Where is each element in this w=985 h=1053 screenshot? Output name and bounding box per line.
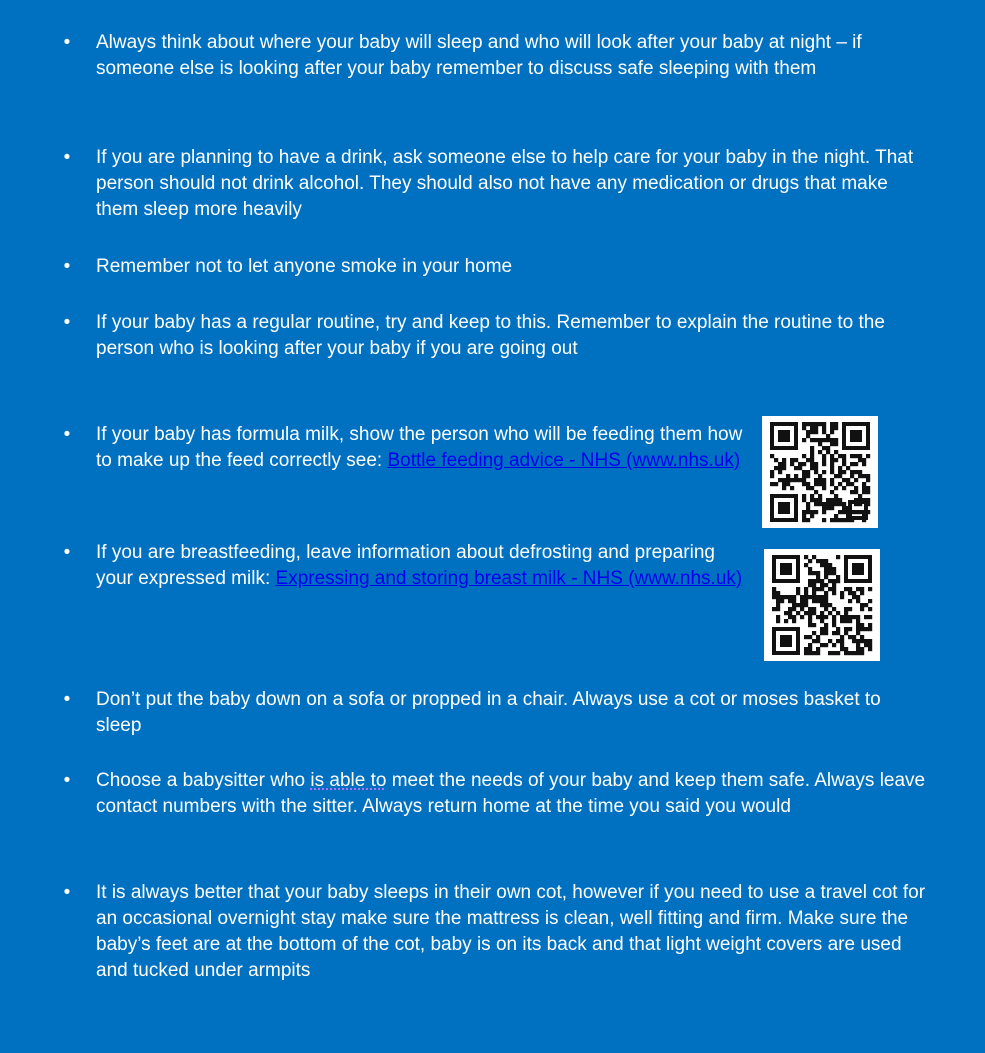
list-item-text: Don’t put the baby down on a sofa or propped in a chair. Always use a cot or moses basket to sleep bbox=[96, 689, 881, 736]
list-item-text: If you are planning to have a drink, ask someone else to help care for your baby in the night. That person should not drink alcohol. They should also not have any medication or drugs that make them sleep more heavily bbox=[96, 147, 914, 220]
list-item-text: Choose a babysitter who is able to meet the needs of your baby and keep them safe. Always leave contact numbers with the sitter. Always return home at the time you said you would bbox=[96, 770, 926, 817]
grammar-flag: is able to bbox=[310, 770, 387, 791]
bullet: • bbox=[63, 882, 71, 903]
bullet: • bbox=[63, 542, 71, 563]
bullet: • bbox=[63, 32, 71, 53]
qr-code-image bbox=[764, 549, 880, 661]
list-item-text: Remember not to let anyone smoke in your home bbox=[96, 256, 513, 277]
bullet: • bbox=[63, 312, 71, 333]
expressing-storing-breast-milk-link[interactable]: Expressing and storing breast milk - NHS (www.nhs.uk) bbox=[275, 568, 743, 589]
qr-code-image bbox=[762, 416, 878, 528]
list-item-text: If you are breastfeeding, leave information about defrosting and preparing your expressed milk: Expressing and storing breast milk - NHS (www.nhs.uk) bbox=[96, 542, 743, 589]
list-item-text: It is always better that your baby sleeps in their own cot, however if you need to use a travel cot for an occasional overnight stay make sure the mattress is clean, well fitting and firm. Make sure the baby’s feet are at the bottom of the cot, baby is on its back and that light weight covers are used and tucked under armpits bbox=[96, 882, 926, 981]
bullet: • bbox=[63, 147, 71, 168]
list-item-text: Always think about where your baby will sleep and who will look after your baby at night – if someone else is looking after your baby remember to discuss safe sleeping with them bbox=[96, 32, 862, 79]
bullet: • bbox=[63, 256, 71, 277]
bullet: • bbox=[63, 424, 71, 445]
bullet: • bbox=[63, 770, 71, 791]
list-item-text: If your baby has a regular routine, try and keep to this. Remember to explain the routine to the person who is looking after your baby if you are going out bbox=[96, 312, 885, 359]
list-item-text: If your baby has formula milk, show the person who will be feeding them how to make up the feed correctly see: Bottle feeding advice - NHS (www.nhs.uk) bbox=[96, 424, 743, 471]
bottle-feeding-advice-link[interactable]: Bottle feeding advice - NHS (www.nhs.uk) bbox=[387, 450, 741, 471]
bullet: • bbox=[63, 689, 71, 710]
